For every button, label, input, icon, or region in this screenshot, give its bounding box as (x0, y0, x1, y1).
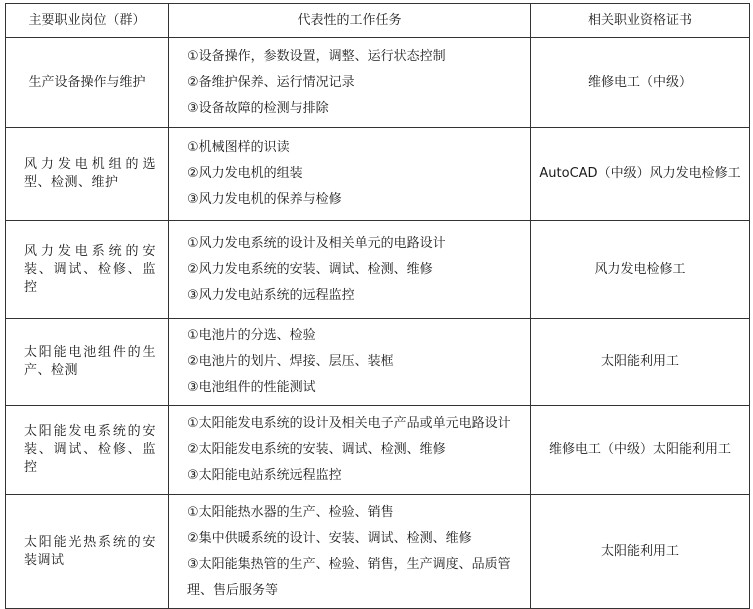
cert-cell: 太阳能利用工 (531, 495, 750, 609)
task-item: ②集中供暖系统的设计、安装、调试、检测、维修 (187, 530, 472, 546)
task-item: ③太阳能电站系统远程监控 (187, 468, 342, 483)
task-item: ①太阳能热水器的生产、检验、销售 (187, 504, 394, 520)
task-item: ②风力发电机的组装 (187, 166, 303, 181)
table-row (6, 406, 750, 495)
tasks-cell (169, 495, 531, 609)
tasks-cell (169, 319, 531, 406)
table-row (6, 221, 750, 319)
task-item: ②电池片的划片、焊接、层压、装框 (187, 354, 394, 369)
task-item: ①机械图样的识读 (187, 140, 290, 155)
job-qualification-table (5, 3, 750, 609)
table-row (6, 319, 750, 406)
cert-cell: AutoCAD（中级）风力发电检修工 (531, 128, 750, 221)
role-cell: 太阳能发电系统的安装、调试、检修、监控 (6, 406, 169, 495)
table-header-row (6, 4, 750, 38)
tasks-cell (169, 221, 531, 319)
task-item: ③太阳能集热管的生产、检验、销售，生产调度、品质管理、售后服务等 (187, 556, 511, 598)
task-item: ①电池片的分选、检验 (187, 328, 316, 343)
task-item: ③设备故障的检测与排除 (187, 100, 329, 116)
task-item: ③风力发电站系统的远程监控 (187, 287, 355, 303)
cert-cell: 维修电工（中级） (531, 38, 750, 128)
header-tasks: 代表性的工作任务 (169, 4, 531, 38)
role-cell: 生产设备操作与维护 (6, 38, 169, 128)
role-cell: 风力发电机组的选型、检测、维护 (6, 128, 169, 221)
header-cert: 相关职业资格证书 (531, 4, 750, 38)
task-item: ①风力发电系统的设计及相关单元的电路设计 (187, 235, 446, 251)
table-row (6, 128, 750, 221)
tasks-cell (169, 38, 531, 128)
role-cell: 风力发电系统的安装、调试、检修、监控 (6, 221, 169, 319)
table-row (6, 38, 750, 128)
task-item: ①太阳能发电系统的设计及相关电子产品或单元电路设计 (187, 416, 511, 431)
header-role: 主要职业岗位（群） (6, 4, 169, 38)
tasks-cell (169, 406, 531, 495)
task-item: ②太阳能发电系统的安装、调试、检测、维修 (187, 442, 446, 457)
task-item: ①设备操作，参数设置，调整、运行状态控制 (187, 48, 446, 64)
cert-cell: 太阳能利用工 (531, 319, 750, 406)
table-row (6, 495, 750, 609)
cert-cell: 维修电工（中级）太阳能利用工 (531, 406, 750, 495)
task-item: ②备维护保养、运行情况记录 (187, 74, 355, 90)
task-item: ③风力发电机的保养与检修 (187, 192, 342, 207)
task-item: ③电池组件的性能测试 (187, 380, 316, 395)
cert-cell: 风力发电检修工 (531, 221, 750, 319)
tasks-cell (169, 128, 531, 221)
role-cell: 太阳能电池组件的生产、检测 (6, 319, 169, 406)
task-item: ②风力发电系统的安装、调试、检测、维修 (187, 261, 433, 277)
role-cell: 太阳能光热系统的安装调试 (6, 495, 169, 609)
